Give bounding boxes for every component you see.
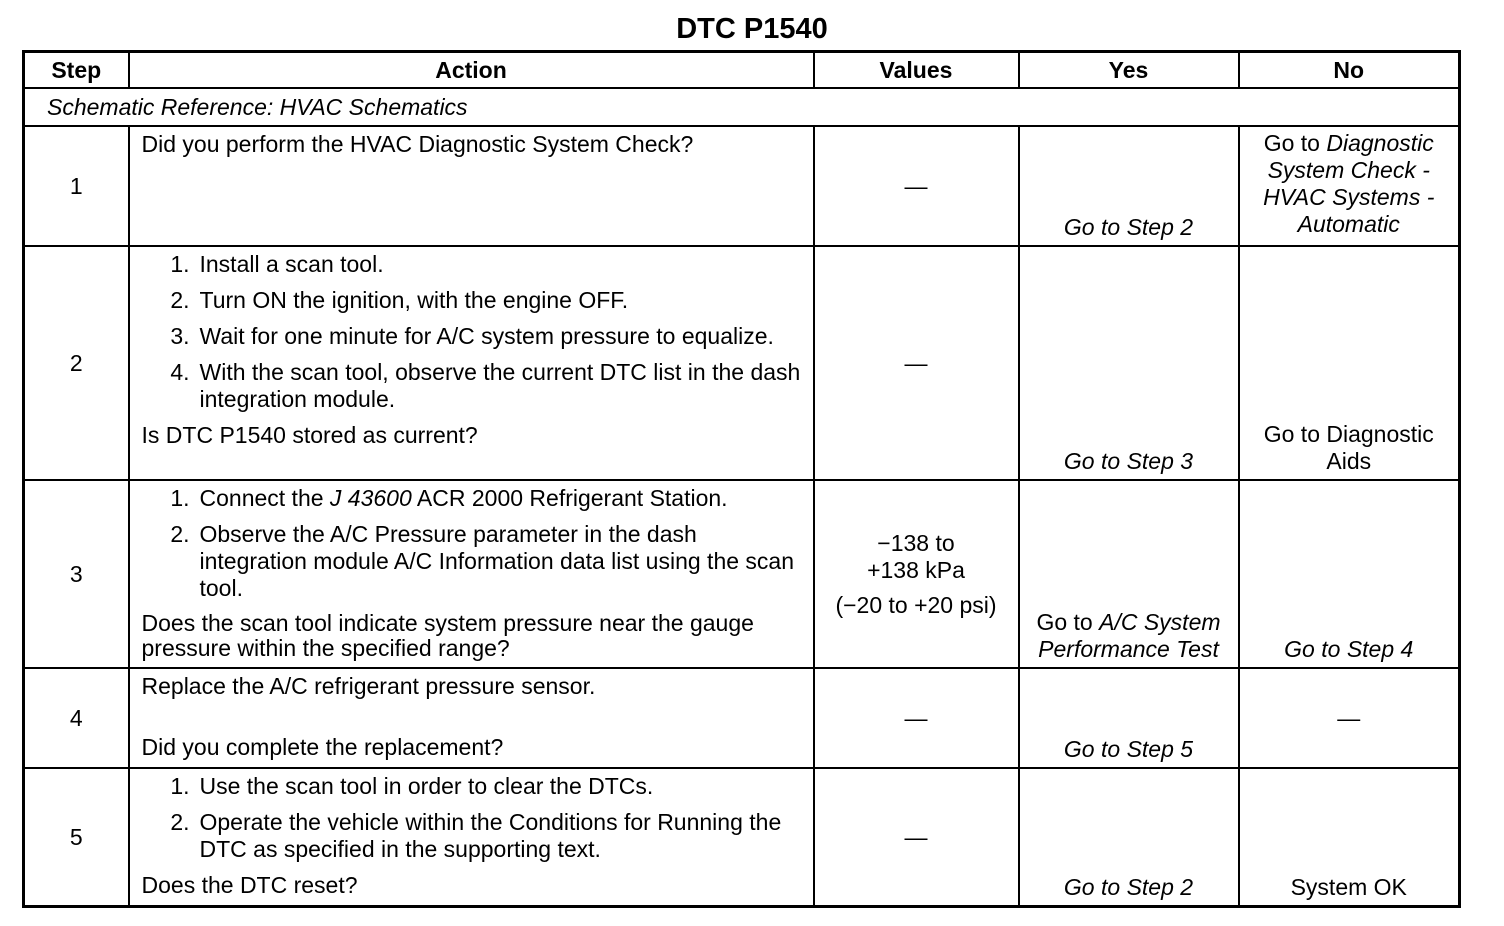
instruction-list — [142, 485, 805, 602]
tool-number: J 43600 — [329, 485, 412, 511]
step-question: Did you perform the HVAC Diagnostic System Check? — [141, 131, 694, 157]
instruction-list — [142, 251, 805, 413]
yes-cell — [1019, 668, 1239, 768]
yes-cell — [1019, 246, 1239, 480]
value-kpa: −138 to +138 kPa — [867, 529, 965, 583]
step-number: 3 — [24, 480, 129, 668]
no-cell — [1239, 768, 1460, 907]
no-link[interactable]: Diagnostic System Check - HVAC Systems - Automatic — [1263, 130, 1435, 237]
step-question: Did you complete the replacement? — [141, 734, 504, 760]
table-row — [24, 480, 1460, 668]
step-number: 5 — [24, 768, 129, 907]
list-item: 2. Observe the A/C Pressure parameter in the dash integration module A/C Information data list using the scan tool. — [170, 521, 795, 601]
yes-link[interactable]: Go to Step 2 — [1063, 214, 1194, 240]
list-item: 3. Wait for one minute for A/C system pressure to equalize. — [170, 323, 774, 349]
no-cell — [1239, 246, 1460, 480]
no-cell — [1239, 126, 1460, 246]
list-item: 1. Use the scan tool in order to clear the DTCs. — [170, 773, 654, 799]
value-cell — [814, 480, 1019, 668]
value-cell: — — [814, 246, 1019, 480]
step-number: 1 — [24, 126, 129, 246]
value-psi: (−20 to +20 psi) — [835, 591, 997, 618]
header-action: Action — [129, 52, 814, 89]
yes-link[interactable]: Go to Step 5 — [1063, 736, 1194, 762]
yes-link[interactable]: A/C System Performance Test — [1038, 609, 1221, 662]
yes-prefix: Go to — [1036, 609, 1093, 635]
list-item: 1. Connect the J 43600 ACR 2000 Refrigerant Station. — [170, 485, 728, 511]
list-item: 2. Turn ON the ignition, with the engine OFF. — [170, 287, 629, 313]
yes-cell — [1019, 126, 1239, 246]
no-cell — [1239, 480, 1460, 668]
step-question: Does the scan tool indicate system pressure near the gauge pressure within the specified range? — [141, 610, 754, 661]
step-question: Does the DTC reset? — [141, 872, 358, 898]
header-no: No — [1239, 52, 1460, 89]
no-link[interactable]: Go to Step 4 — [1284, 636, 1414, 662]
step-question: Is DTC P1540 stored as current? — [141, 422, 478, 448]
yes-cell — [1019, 768, 1239, 907]
no-result: System OK — [1290, 874, 1407, 900]
no-cell: — — [1239, 668, 1460, 768]
list-item: 1. Install a scan tool. — [170, 251, 384, 277]
list-item: 2. Operate the vehicle within the Conditions for Running the DTC as specified in the supporting text. — [170, 809, 782, 862]
header-step: Step — [24, 52, 129, 89]
diagnostic-table — [22, 50, 1461, 908]
step-instruction: Replace the A/C refrigerant pressure sensor. — [141, 673, 596, 699]
action-cell — [129, 126, 814, 246]
table-row — [24, 126, 1460, 246]
instruction-list — [142, 773, 805, 863]
header-values: Values — [814, 52, 1019, 89]
schematic-reference: Schematic Reference: HVAC Schematics — [24, 88, 1460, 126]
list-item: 4. With the scan tool, observe the current DTC list in the dash integration module. — [170, 359, 801, 412]
page-title: DTC P1540 — [676, 13, 828, 45]
no-prefix: Go to — [1263, 130, 1320, 156]
table-row — [24, 768, 1460, 907]
table-row — [24, 246, 1460, 480]
schematic-reference-row — [24, 88, 1460, 126]
yes-link[interactable]: Go to Step 2 — [1063, 874, 1194, 900]
yes-link[interactable]: Go to Step 3 — [1063, 448, 1194, 474]
table-row — [24, 668, 1460, 768]
value-cell: — — [814, 668, 1019, 768]
step-number: 2 — [24, 246, 129, 480]
value-cell: — — [814, 126, 1019, 246]
action-cell — [129, 768, 814, 907]
value-cell: — — [814, 768, 1019, 907]
action-cell — [129, 668, 814, 768]
action-cell — [129, 246, 814, 480]
step-number: 4 — [24, 668, 129, 768]
action-cell — [129, 480, 814, 668]
no-link[interactable]: Go to Diagnostic Aids — [1263, 421, 1434, 474]
header-yes: Yes — [1019, 52, 1239, 89]
header-row — [24, 52, 1460, 89]
yes-cell — [1019, 480, 1239, 668]
